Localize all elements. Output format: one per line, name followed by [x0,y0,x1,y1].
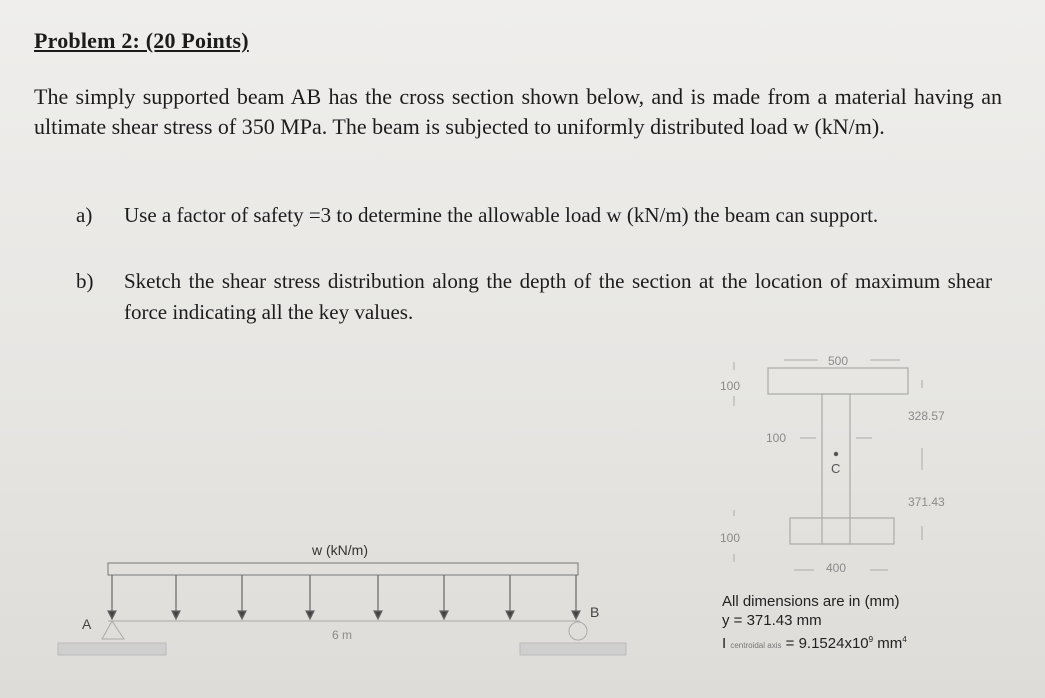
problem-title: Problem 2: (20 Points) [34,28,249,53]
part-b-label: b) [76,269,94,293]
pin-support-a [102,621,124,639]
dim-bottom-flange-width: 400 [826,561,847,575]
dimensions-note: All dimensions are in (mm) [722,593,900,610]
dim-bottom-flange-thickness: 100 [720,531,741,545]
section-outline [768,368,908,544]
roller-support-b [569,622,587,640]
inertia-subscript: centroidal axis [730,641,782,650]
inertia-symbol: I [722,635,727,652]
part-a-text: Use a factor of safety =3 to determine the allowable load w (kN/m) the beam can support. [124,203,879,227]
centroid-dot [834,452,838,456]
dim-centroid-to-bottom: 371.43 [908,495,945,509]
moment-of-inertia-note [722,630,907,655]
part-b-text: Sketch the shear stress distribution along the depth of the section at the location of maximum shear force indicating all the key values. [124,269,992,324]
part-a-label: a) [76,203,93,227]
section-notes [722,592,907,655]
inertia-value: = 9.1524x10 [785,635,869,652]
centroid-distance-note: y = 371.43 mm [722,612,822,629]
load-label: w (kN/m) [312,542,368,558]
inertia-unit: mm [877,635,903,652]
load-block [108,563,578,575]
support-a-label: A [82,616,92,632]
cross-section-diagram [700,340,980,580]
span-label: 6 m [332,628,353,642]
problem-statement: The simply supported beam AB has the cross section shown below, and is made from a material having an ultimate shear stress of 350 MPa. The beam is subjected to uniformly distributed load w (kN/m). [34,84,1002,139]
dim-top-flange-thickness: 100 [720,379,741,393]
centroid-label: C [831,461,841,476]
inertia-exponent: 9 [868,635,874,644]
beam-diagram [40,535,640,665]
inertia-unit-exponent: 4 [902,635,907,644]
dim-web-thickness: 100 [766,431,787,445]
ground-b [520,643,626,655]
dim-top-to-centroid: 328.57 [908,409,945,423]
support-b-label: B [590,604,600,620]
load-arrows [108,575,580,619]
dim-top-flange-width: 500 [828,354,849,368]
ground-a [58,643,166,655]
